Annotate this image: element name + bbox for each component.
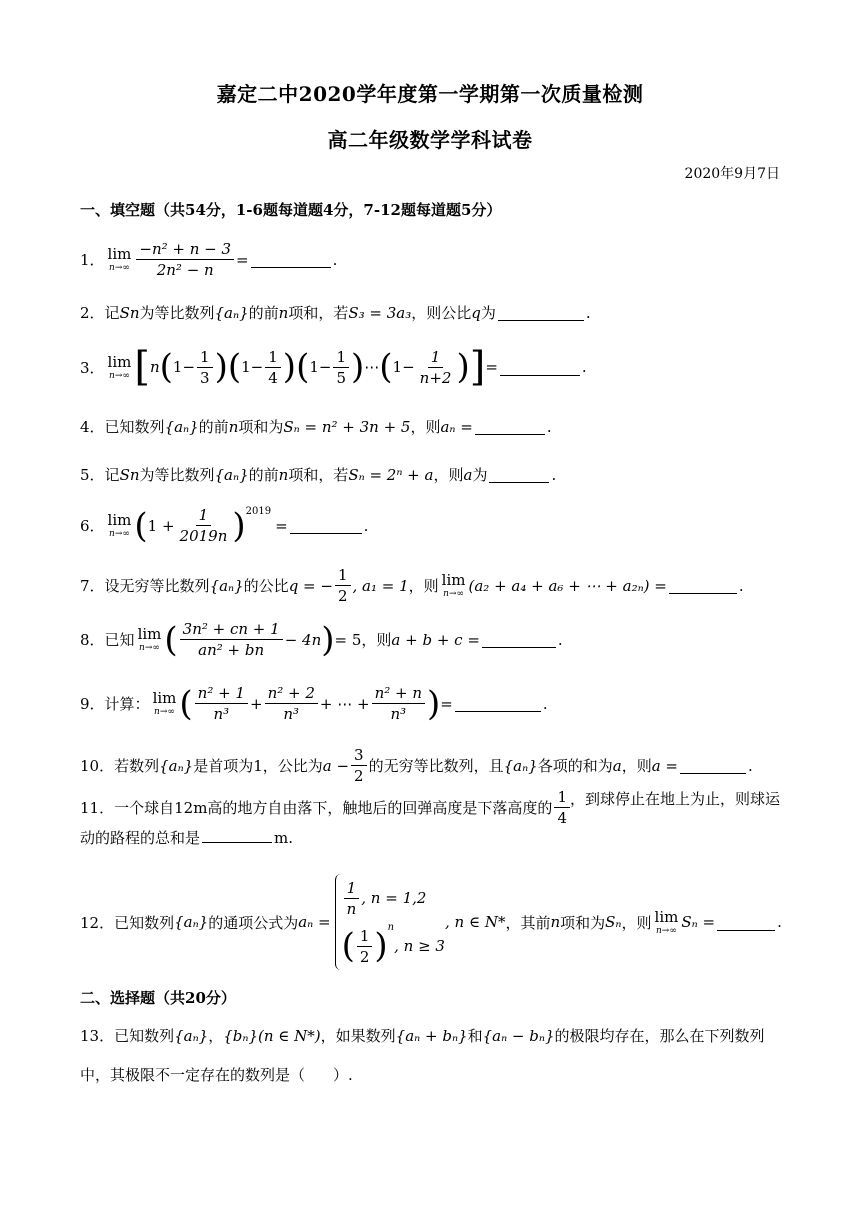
q8-minus-4n: − 4n [284,630,322,649]
q7-text: 设无穷等比数列 [104,577,210,595]
q1-answer-blank[interactable] [251,251,331,268]
q7-a1: , a₁ = 1 [352,576,409,595]
q8-text: 已知 [104,631,135,649]
q7-sequence: {aₙ} [209,576,244,595]
q6-number: 6． [80,517,105,535]
q10-a-minus: a − [322,756,350,775]
q2-Sn: Sn [119,303,140,322]
q8-answer-blank[interactable] [482,631,556,648]
q5-text: ，则 [433,466,464,484]
q3-number: 3． [80,358,105,377]
q3-end: . [581,358,587,376]
q13-seq-a: {aₙ} [174,1027,209,1045]
q5-end: . [551,465,557,484]
q7-q: q = − [288,576,333,595]
section-multiple-choice: 二、选择题（共20分） [80,989,236,1007]
q11-unit: m [274,829,289,847]
q9-equals: = [440,694,453,713]
q2-text: 为 [480,304,496,322]
q10-a-equals: a = [651,756,678,775]
q4-number: 4． [80,418,105,436]
q12-Sn: Sₙ [605,913,622,931]
q1-end: . [332,250,338,269]
q5-sequence: {aₙ} [214,465,249,484]
q3-one: 1 [392,358,403,376]
q5-number: 5． [80,466,105,484]
question-4 [80,416,552,437]
q11-text: ，到球停止在地上为止，则球运动的路程的总和是 [80,790,781,847]
q13-sum-seq: {aₙ + bₙ} [395,1027,468,1045]
q3-one: 1 [241,358,251,376]
q10-answer-blank[interactable] [680,757,746,774]
q3-minus: − [318,358,332,376]
question-2 [80,302,591,323]
question-1 [80,240,337,279]
q13-text: ）. [333,1066,353,1084]
q12-text: 的通项公式为 [208,913,299,932]
q12-number: 12． [80,913,115,932]
q9-plus: + [249,694,263,713]
q13-condition: (n ∈ N*) [258,1027,321,1045]
q9-limit: lim n→∞ [152,689,177,717]
q4-text: 已知数列 [104,418,165,436]
q6-equals: = [275,516,288,535]
q13-text: 的极限均存在，那么在下列数列中，其极限不一定存在的数列是（ [80,1027,765,1084]
q7-text: ，则 [408,577,439,595]
q3-frac-n: $\frac{1}{n+2}$ [419,347,452,387]
q12-limit: lim n→∞ [654,907,679,936]
q13-text: 和 [467,1027,483,1045]
q8-abc: a + b + c = [391,630,480,649]
q3-one: 1 [309,358,319,376]
q2-text: 项和，若 [288,304,349,322]
q13-text: ，如果数列 [320,1027,396,1045]
q11-fraction: $\frac{1}{4}$ [554,788,570,827]
q12-piecewise [335,874,445,970]
q12-text: 已知数列 [114,913,175,932]
question-12 [80,874,782,970]
q2-answer-blank[interactable] [498,304,584,321]
q5-text: 为 [472,466,488,484]
q2-number: 2． [80,304,105,322]
q12-limit-Sn: Sₙ = [681,913,716,931]
q3-one: 1 [172,358,183,376]
q5-text: 的前 [248,466,279,484]
q2-text: ，则公比 [411,304,472,322]
q9-frac-1: $\frac{\text{n² + 1}}{\text{n³}}$ [195,684,248,723]
q8-text: ，则 [361,631,392,649]
q6-limit: lim n→∞ [107,511,132,539]
q12-text: ，其前 [505,913,551,932]
q13-seq-b: {bₙ} [223,1027,259,1045]
q5-n: n [278,465,289,484]
q2-end: . [585,303,591,322]
q8-limit: lim n→∞ [137,625,162,653]
question-7 [80,566,744,605]
q4-text: 的前 [198,418,229,436]
q11-height: 12m [174,798,208,817]
q7-sum: (a₂ + a₄ + a₆ + ⋯ + a₂ₙ) = [468,576,667,595]
q1-fraction: $\frac{\text{−n² + n − 3}}{\text{2n² − n}}$ [136,240,234,279]
q12-answer-blank[interactable] [717,914,775,931]
q9-text: 计算： [104,695,150,713]
q12-sequence: {aₙ} [174,913,209,931]
q5-Sn: Sn [119,465,140,484]
q5-answer-blank[interactable] [489,466,549,483]
q12-condition: , n ∈ N* [444,913,506,931]
q4-text: 项和为 [238,418,284,436]
q13-text: 已知数列 [114,1027,175,1045]
q9-answer-blank[interactable] [455,695,541,712]
q6-fraction: $\frac{1}{2019n}$ [179,506,228,545]
q2-text: 为等比数列 [139,304,215,322]
q2-sequence: {aₙ} [214,303,249,322]
q7-end: . [738,576,744,595]
q2-n: n [278,303,289,322]
q6-end: . [363,516,369,535]
exam-date: 2020年9月7日 [684,166,780,182]
section-fill-in: 一、填空题（共54分，1-6题每道题4分，7-12题每道题5分） [80,201,502,219]
q9-number: 9． [80,695,105,713]
q11-end: . [288,829,294,847]
q5-a: a [463,465,473,484]
q4-expression: Sₙ = n² + 3n + 5 [283,417,411,436]
question-8: 8． 已知 lim n→∞ ( $\frac{\text{3n² + cn + 1}}{\text{an² + bn}}$ − 4n ) = 5 ，则 a + b + c = . [80,619,563,660]
q1-number: 1． [80,251,105,269]
q7-text: 的公比 [243,577,289,595]
q3-frac-2: $\frac{1}{4}$ [265,348,281,387]
q10-text: 的无穷等比数列，且 [368,757,504,775]
q13-number: 13． [80,1027,115,1045]
q13-diff-seq: {aₙ − bₙ} [482,1027,555,1045]
q3-bracket-open: [ [134,344,150,390]
q3-limit: lim n→∞ [107,352,132,381]
q11-text: 高的地方自由落下，触地后的回弹高度是下落高度的 [207,799,553,817]
q4-text: ，则 [410,418,441,436]
q10-text: 若数列 [114,757,160,775]
exam-subtitle: 高二年级数学学科试卷 [327,128,533,152]
q2-q: q [471,303,481,322]
question-6: 6． lim n→∞ ( 1 + $\frac{1}{2019n}$ ) 2019 = . [80,505,369,546]
q10-sequence: {aₙ} [159,756,194,775]
q13-comma: ， [208,1027,224,1045]
q7-answer-blank[interactable] [669,577,737,594]
q4-n: n [228,417,239,436]
q3-n: n [149,358,160,376]
q7-fraction: $\frac{1}{2}$ [335,566,351,605]
q2-text: 记 [104,304,120,322]
q1-limit: lim n→∞ [107,245,132,273]
question-5 [80,464,556,485]
q8-end: . [557,630,563,649]
q12-end: . [777,913,782,931]
q12-text: ，则 [621,913,652,932]
q6-answer-blank[interactable] [290,517,362,534]
q5-text: 为等比数列 [139,466,215,484]
q3-minus: − [182,358,196,376]
q5-text: 记 [104,466,120,484]
q4-sequence: {aₙ} [164,417,199,436]
exam-title: 嘉定二中2020学年度第一学期第一次质量检测 [216,82,644,106]
q9-frac-n: $\frac{\text{n² + n}}{\text{n³}}$ [372,684,425,723]
question-13 [80,1017,780,1095]
q10-end: . [747,756,753,775]
q12-text: 项和为 [560,913,606,932]
q3-minus: − [250,358,264,376]
q9-end: . [542,694,548,713]
question-3: 3． lim n→∞ [ n ( 1 − $\frac{1}{3}$ ) ( 1 − $\frac{1}{4}$ ) ( 1 − $\frac{1}{5}$ ) ⋯ ( 1 − $\frac{1}{n+2}$ ) ] = . [80,344,587,390]
q12-n: n [550,913,561,931]
q11-answer-blank[interactable] [202,826,272,843]
q8-number: 8． [80,631,105,649]
q8-equals-5: = 5 [334,630,362,649]
q3-dots: ⋯ [364,358,380,376]
q12-case-1: $\frac{1}{n}$ , n = 1,2 [342,874,445,922]
q10-text: 各项的和为 [537,757,613,775]
q10-a: a [612,756,622,775]
q10-fraction: $\frac{3}{2}$ [351,746,367,785]
q3-frac-1: $\frac{1}{3}$ [197,348,213,387]
q6-one-plus: 1 + [147,516,175,535]
q1-equals: = [236,250,249,269]
q4-an: aₙ = [440,417,473,436]
q10-sequence: {aₙ} [503,756,538,775]
q10-text: ，则 [621,757,652,775]
question-9: 9． 计算： lim n→∞ ( $\frac{\text{n² + 1}}{\text{n³}}$ + $\frac{\text{n² + 2}}{\text{n³}}$ + ⋯ + $\frac{\text{n² + n}}{\text{n³}}$ ) = . [80,683,548,724]
q3-bracket-close: ] [469,344,486,390]
q12-case-2: ( $\frac{1}{2}$ ) n , n ≥ 3 [341,922,445,966]
q2-text: 的前 [248,304,279,322]
q11-number: 11． [80,799,115,817]
q3-paren: ( [159,347,173,387]
q7-limit: lim n→∞ [441,571,466,599]
q2-condition: S₃ = 3a₃ [348,303,412,322]
q9-dots: + ⋯ + [319,694,370,713]
q10-text: 是首项为1，公比为 [193,757,323,775]
q4-end: . [546,417,552,436]
q3-minus: − [402,358,415,376]
question-11-body [80,780,780,858]
q5-expression: Sₙ = 2ⁿ + a [348,465,434,484]
q5-text: 项和，若 [288,466,349,484]
q4-answer-blank[interactable] [475,418,545,435]
q3-answer-blank[interactable] [500,359,580,376]
q3-frac-3: $\frac{1}{5}$ [333,348,349,387]
q6-power: 2019 [245,506,272,517]
q11-text: 一个球自 [114,799,175,817]
q10-number: 10． [80,757,115,775]
q12-an: aₙ = [298,913,331,931]
q8-fraction: $\frac{\text{3n² + cn + 1}}{\text{an² + bn}}$ [180,620,283,659]
q3-equals: = [485,358,498,376]
q7-number: 7． [80,577,105,595]
q9-frac-2: $\frac{\text{n² + 2}}{\text{n³}}$ [265,684,318,723]
